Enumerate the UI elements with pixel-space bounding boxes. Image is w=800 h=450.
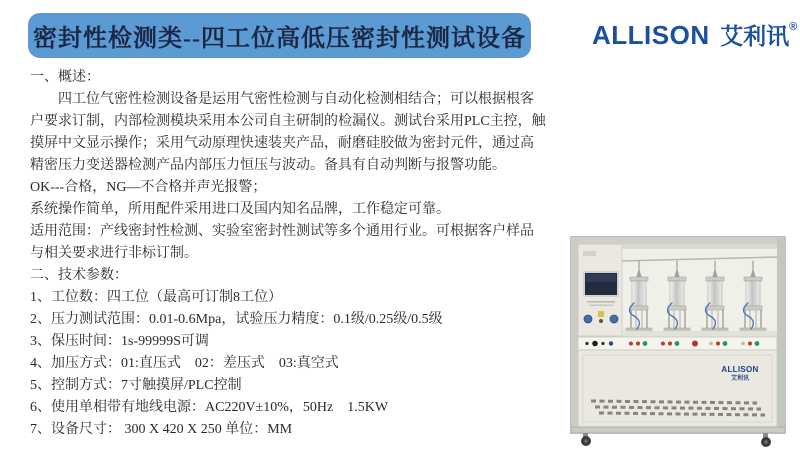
panel-button (716, 342, 720, 346)
button-row (578, 337, 777, 350)
panel-knob (584, 315, 592, 323)
panel-button (629, 342, 633, 346)
panel-button (675, 341, 680, 346)
system-line: 系统操作简单，所用配件采用进口及国内知名品牌，工作稳定可靠。 (30, 202, 450, 217)
overview-paragraph: 四工位气密性检测设备是运用气密性检测与自动化检测相结合；可以根据根客户要求订制，内部检测模块采用本公司自主研制的检漏仪。测试台采用PLC主控，触摸屏中文显示操作；采用气动原理快速装夹产品，耐磨硅胶做为密封元件，通过高精密压力变送器检测产品内部压力恒压与波动。备具有自动判断与报警功能。 (30, 92, 546, 173)
panel-button (755, 341, 760, 346)
product-description (30, 67, 547, 441)
param-item: 2、压力测试范围：0.01-0.6Mpa，试验压力精度：0.1级/0.25级/0.5级 (30, 312, 443, 327)
emergency-stop-button (592, 341, 598, 347)
panel-knob (610, 315, 618, 323)
panel-button (661, 342, 665, 346)
param-item: 7、设备尺寸： 300 X 420 X 250 单位：MM (30, 422, 293, 437)
work-surface (622, 331, 777, 337)
registered-trademark-icon: ® (789, 21, 798, 33)
panel-button (636, 342, 640, 346)
brand-logo-latin: ALLISON (592, 20, 710, 50)
caster-wheel (581, 433, 591, 446)
param-item: 6、使用单相带有地线电源：AC220V±10%，50Hz 1.5KW (30, 400, 389, 415)
scope-line: 适用范围：产线密封性检测、实验室密封性测试等多个通用行业。可根据客户样品与相关要求进行非标订制。 (30, 224, 534, 261)
control-panel (578, 244, 622, 336)
panel-button (609, 341, 613, 345)
panel-button (723, 341, 728, 346)
product-photo (559, 231, 799, 449)
panel-button (709, 342, 713, 346)
panel-button (643, 341, 648, 346)
svg-text:艾利讯: 艾利讯 (730, 376, 750, 382)
lower-door-panel (578, 350, 777, 427)
params-heading: 二、技术参数： (30, 268, 128, 283)
panel-button (748, 342, 752, 346)
brand-logo-chinese: 艾利讯 (720, 23, 790, 49)
param-item: 1、工位数：四工位（最高可订制8工位） (30, 290, 282, 305)
svg-text:ALLISON: ALLISON (721, 365, 759, 374)
panel-button (692, 341, 698, 347)
panel-button (601, 342, 604, 345)
overview-heading: 一、概述： (30, 70, 100, 85)
param-item: 3、保压时间：1s-99999S可调 (30, 334, 209, 349)
brand-logo (592, 18, 798, 51)
param-item: 5、控制方式：7寸触摸屏/PLC控制 (30, 378, 242, 393)
page-title-bar (28, 13, 531, 58)
caster-wheel (761, 433, 771, 447)
panel-button (585, 342, 588, 345)
panel-button (668, 342, 672, 346)
panel-button (741, 342, 745, 346)
param-item: 4、加压方式：01:直压式 02：差压式 03:真空式 (30, 356, 339, 371)
machine-base (571, 427, 785, 447)
result-line: OK---合格，NG—不合格并声光报警； (30, 180, 267, 195)
touchscreen (583, 271, 619, 297)
page-title: 密封性检测类--四工位高低压密封性测试设备 (33, 26, 526, 52)
